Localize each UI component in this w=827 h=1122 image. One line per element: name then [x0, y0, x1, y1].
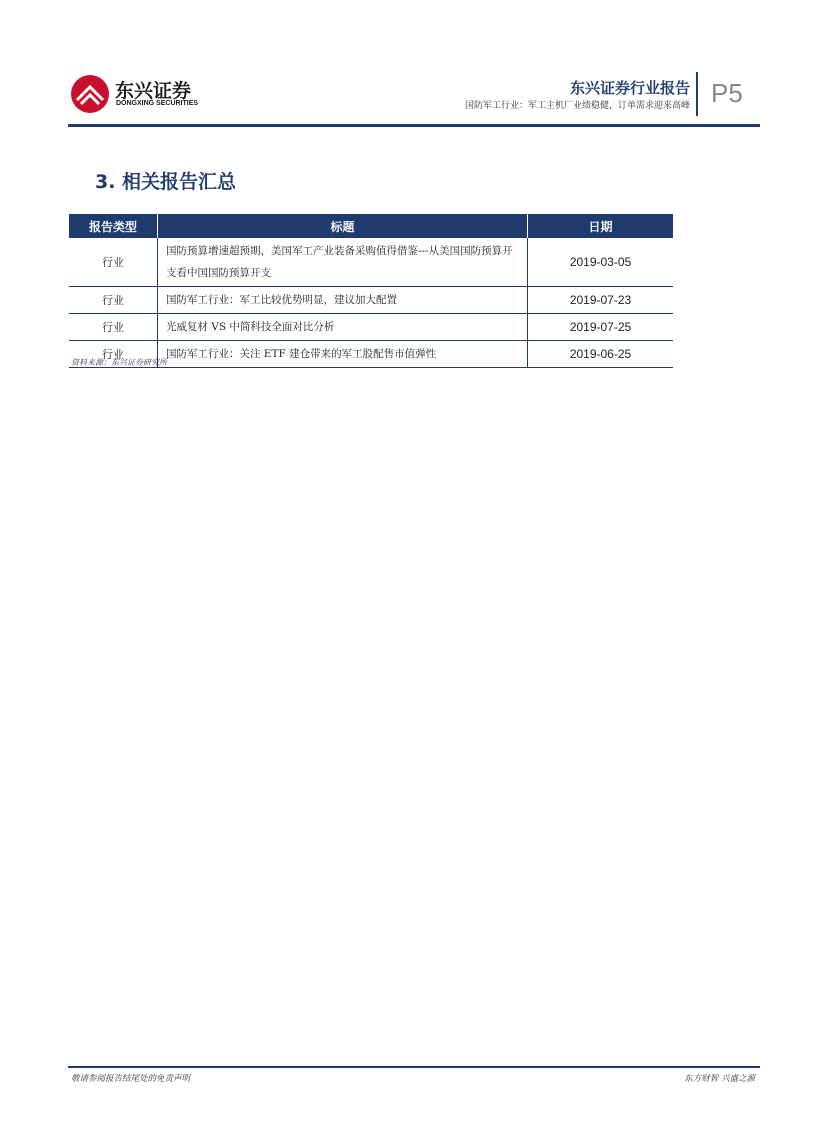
report-date-cell: 2019-03-05 [528, 238, 673, 287]
related-reports-table [69, 214, 673, 368]
section-title: 3. 相关报告汇总 [95, 171, 237, 193]
report-type-cell: 行业 [69, 341, 157, 368]
report-title-cell: 国防预算增速超预期，美国军工产业装备采购值得借鉴---从美国国防预算开支看中国国防预算开支 [157, 238, 527, 287]
report-subtitle: 国防军工行业：军工主机厂业绩稳健，订单需求迎来高峰 [464, 101, 690, 111]
logo-mark-icon [70, 74, 110, 114]
footer-rule [68, 1066, 760, 1068]
report-title-cell: 国防军工行业：关注 ETF 建仓带来的军工股配售市值弹性 [157, 341, 527, 368]
header-cell-title: 标题 [157, 214, 527, 238]
header-rule [68, 124, 760, 127]
table-header-row [69, 214, 673, 238]
table-row [69, 314, 673, 341]
table-row [69, 287, 673, 314]
report-date-cell: 2019-06-25 [528, 341, 673, 368]
report-date-cell: 2019-07-25 [528, 314, 673, 341]
footer-slogan: 东方财智 兴盛之源 [684, 1074, 755, 1084]
report-type-title: 东兴证券行业报告 [569, 79, 690, 97]
page-number: P5 [711, 78, 743, 108]
report-type-cell: 行业 [69, 287, 157, 314]
company-logo [70, 74, 200, 116]
report-type-cell: 行业 [69, 314, 157, 341]
logo-text-cn: 东兴证券 [115, 80, 192, 102]
header-cell-type: 报告类型 [69, 214, 157, 238]
report-date-cell: 2019-07-23 [528, 287, 673, 314]
data-source-note: 资料来源：东兴证券研究所 [71, 358, 167, 367]
disclaimer-note: 敬请参阅报告结尾处的免责声明 [71, 1074, 191, 1084]
report-title-cell: 国防军工行业：军工比较优势明显，建议加大配置 [157, 287, 527, 314]
header-divider [696, 72, 698, 116]
header-cell-date: 日期 [528, 214, 673, 238]
report-title-cell: 光威复材 VS 中简科技全面对比分析 [157, 314, 527, 341]
logo-text-en: DONGXING SECURITIES [116, 100, 199, 107]
report-type-cell: 行业 [69, 238, 157, 287]
table-row [69, 238, 673, 287]
